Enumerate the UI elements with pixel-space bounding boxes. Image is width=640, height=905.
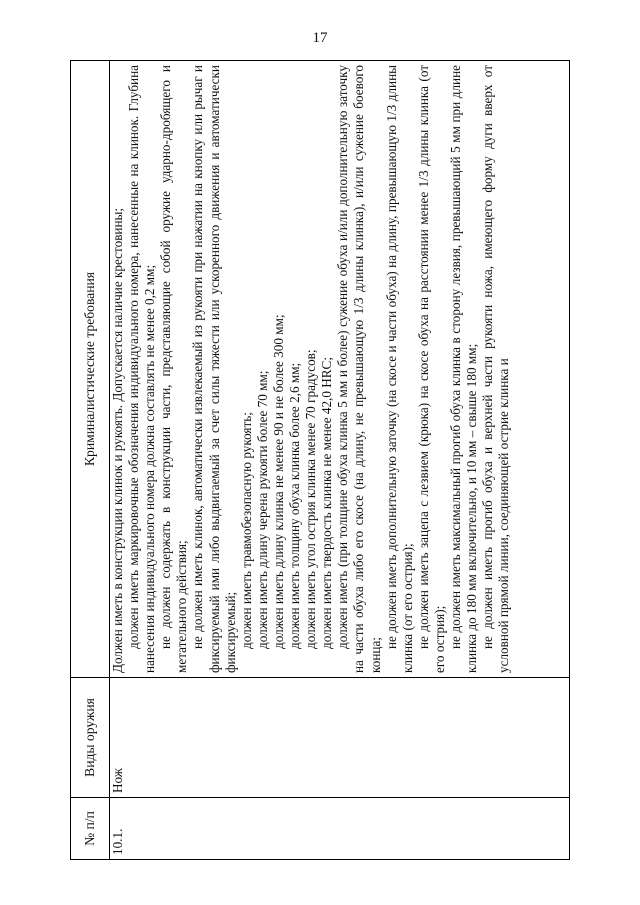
requirement-item: должен иметь длину черена рукояти более 70 мм; [254,370,270,649]
row-number: 10.1. [110,798,570,860]
requirement-item: должен иметь твердость клинка не менее 42,0 HRC; [319,356,335,649]
requirement-item: не должен иметь прогиб обуха и верхней части рукояти ножа, имеющего форму дуги вверх от условной прямой линии, соединяющей острие клинка и [480,65,512,673]
requirements-table [70,60,570,860]
requirement-item: не должен иметь максимальный прогиб обуха клинка в сторону лезвия, превышающий 5 мм при длине клинка до 180 мм включительно, и 10 мм – свыше 180 мм; [447,65,480,673]
row-requirements [110,61,570,678]
requirement-item: должен иметь (при толщине обуха клинка 5 мм и более) сужение обуха и/или дополнительную заточку на части обуха либо его скосе (на длину, не превышающую 1/3 длины клинка), и/или сужение боевого конца; [335,65,383,673]
requirement-item: должен иметь угол острия клинка менее 70 градусов; [303,349,319,649]
table-header-row [71,61,110,860]
requirement-item: не должен иметь дополнительную заточку (на скосе и части обуха) на длину, превышающую 1/3 длины клинка (от его острия); [383,65,415,673]
row-weapon-kind: Нож [110,678,570,798]
table-row [110,61,570,860]
page-number: 17 [312,30,328,46]
requirement-item: Должен иметь в конструкции клинок и рукоять. Допускается наличие крестовины; [110,207,125,673]
requirement-item: не должен иметь зацепа с лезвием (крюка) на скосе обуха на расстоянии менее 1/3 длины клинка (от его острия); [415,65,447,673]
requirement-item: должен иметь длину клинка не менее 90 и не более 300 мм; [270,314,286,649]
header-requirements: Криминалистические требования [71,61,110,678]
requirement-item: не должен содержать в конструкции части, представляющие собой оружие ударно-дробящего и метательного действия; [158,65,190,673]
requirement-item: не должен иметь клинок, автоматически извлекаемый из рукояти при нажатии на кнопку или рычаг и фиксируемый ими либо выдвигаемый за счет силы тяжести или ускоренного движения и автоматически фиксируемый; [190,65,238,673]
rotated-table-container [70,60,570,860]
requirement-item: должен иметь травмобезопасную рукоять; [238,412,254,649]
header-weapon-kind: Виды оружия [71,678,110,798]
requirement-item: должен иметь маркировочные обозначения индивидуального номера, нанесенные на клинок. Глубина нанесения индивидуального номера должна составлять не менее 0,2 мм; [126,65,158,673]
requirement-item: должен иметь толщину обуха клинка более 2,6 мм; [287,362,303,649]
header-number: № п/п [71,798,110,860]
